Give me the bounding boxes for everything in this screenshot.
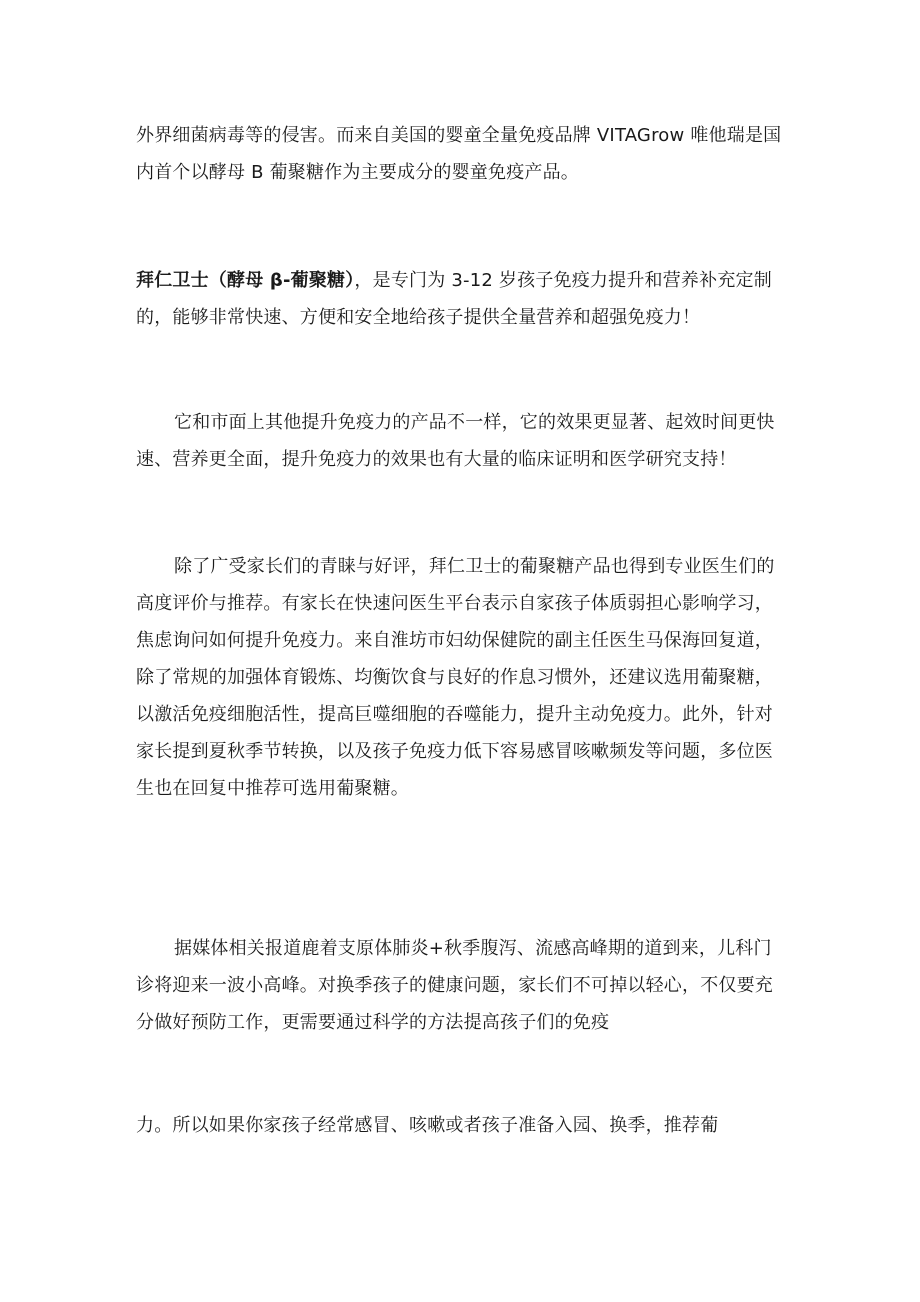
text-line: 诊将迎来一波小高峰。对换季孩子的健康问题，家长们不可掉以轻心，不仅要充 — [136, 975, 773, 996]
paragraph-recommendation — [136, 1107, 796, 1144]
paragraph-brand-intro — [136, 117, 796, 191]
text-line: 以激活免疫细胞活性，提高巨噬细胞的吞噬能力，提升主动免疫力。此外，针对 — [136, 704, 773, 725]
product-name-bold: 拜仁卫士（酵母 β-葡聚糖） — [136, 270, 355, 291]
text-line: 内首个以酵母 B 葡聚糖作为主要成分的婴童免疫产品。 — [136, 162, 579, 183]
text-line: 速、营养更全面，提升免疫力的效果也有大量的临床证明和医学研究支持！ — [136, 449, 737, 470]
text-line: 它和市面上其他提升免疫力的产品不一样，它的效果更显著、起效时间更快 — [174, 412, 775, 433]
paragraph-doctor-recommendation — [136, 548, 796, 807]
paragraph-product-intro — [136, 262, 796, 336]
text-line — [136, 262, 796, 299]
text-line: 外界细菌病毒等的侵害。而来自美国的婴童全量免疫品牌 VITAGrow 唯他瑞是国 — [136, 125, 782, 146]
text-line: 的，能够非常快速、方便和安全地给孩子提供全量营养和超强免疫力！ — [136, 307, 701, 328]
text-line: 除了常规的加强体育锻炼、均衡饮食与良好的作息习惯外，还建议选用葡聚糖， — [136, 667, 773, 688]
text-line: 高度评价与推荐。有家长在快速问医生平台表示自家孩子体质弱担心影响学习， — [136, 593, 773, 614]
text-line: 分做好预防工作，更需要通过科学的方法提高孩子们的免疫 — [136, 1012, 610, 1033]
text-line: 家长提到夏秋季节转换，以及孩子免疫力低下容易感冒咳嗽频发等问题，多位医 — [136, 741, 773, 762]
text-line: 除了广受家长们的青睐与好评，拜仁卫士的葡聚糖产品也得到专业医生们的 — [174, 556, 775, 577]
paragraph-seasonal-health — [136, 930, 796, 1041]
text-line: 据媒体相关报道鹿着支原体肺炎+秋季腹泻、流感高峰期的道到来，儿科门 — [174, 938, 772, 959]
text-line: 力。所以如果你家孩子经常感冒、咳嗽或者孩子准备入园、换季，推荐葡 — [136, 1115, 719, 1136]
text-line: 焦虑询问如何提升免疫力。来自淮坊市妇幼保健院的副主任医生马保海回复道， — [136, 630, 773, 651]
text-line: 生也在回复中推荐可选用葡聚糖。 — [136, 778, 409, 799]
paragraph-product-advantages — [136, 404, 796, 478]
product-intro-rest: ，是专门为 3-12 岁孩子免疫力提升和营养补充定制 — [354, 270, 772, 291]
